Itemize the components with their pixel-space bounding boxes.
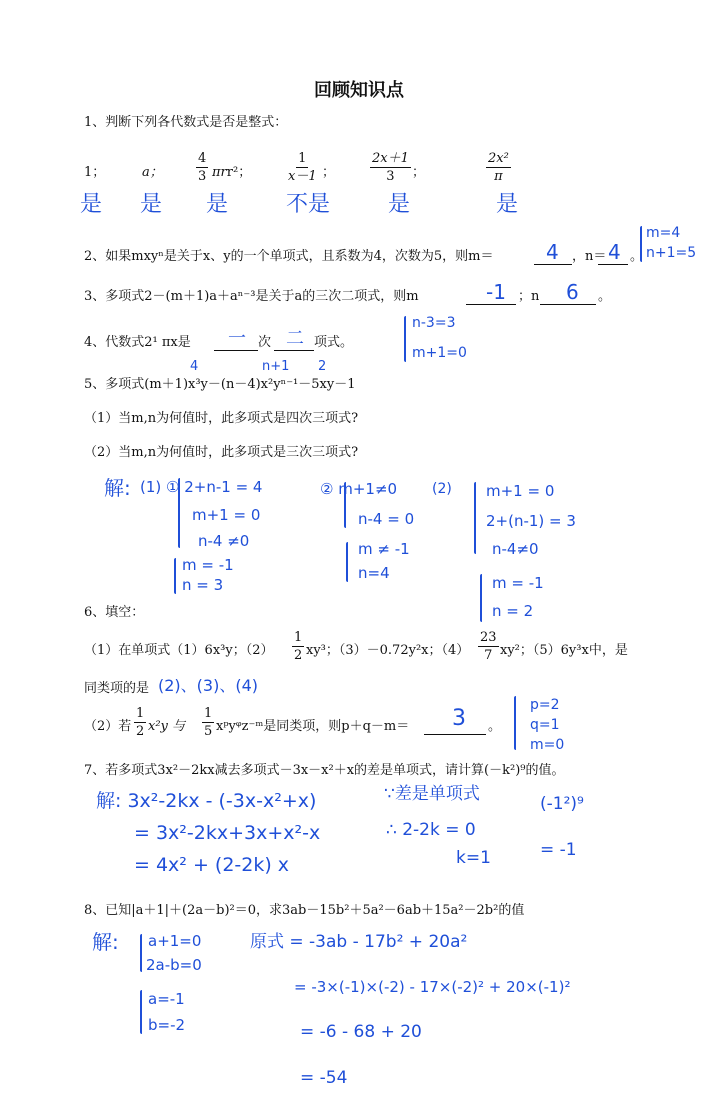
q4-answer-2: 二	[286, 328, 304, 349]
q2-blank-n	[598, 264, 628, 265]
q1-answer-3: 是	[206, 192, 229, 217]
q1-frac-2-num: 1	[298, 151, 307, 166]
q6-side-1: p=2	[530, 697, 560, 713]
q6-side-brace	[514, 696, 516, 750]
q6-p2-frac2-den: 5	[204, 724, 213, 739]
q5-work-brace-4	[346, 542, 348, 582]
q5-work-c3d: m = -1	[492, 574, 544, 592]
q6-p2-end: 。	[488, 719, 502, 734]
q8-work-4: a=-1	[148, 990, 185, 1008]
q1-frac-1-den: 3	[198, 169, 207, 184]
q6-p2: （2）若	[84, 719, 132, 734]
q1-frac-1-num: 4	[198, 151, 207, 166]
q5-work-l5: n = 3	[182, 576, 224, 594]
q5-work-l3: n-4 ≠0	[198, 532, 250, 550]
q7-work-6: k=1	[456, 848, 491, 868]
q7-work-3: = 4x² + (2-2k) x	[134, 854, 290, 876]
q8-work-5: b=-2	[148, 1016, 186, 1034]
q4-blank-2	[274, 350, 314, 351]
q7-text: 7、若多项式3x²－2kx减去多项式－3x－x²＋x的差是单项式，请计算(－k²)⁹的值。	[84, 763, 565, 778]
q5-part-2: （2）当m,n为何值时，此多项式是三次三项式?	[84, 445, 359, 460]
q2-text: 2、如果mxyⁿ是关于x、y的一个单项式，且系数为4，次数为5，则m＝	[84, 249, 494, 264]
q1-frac-1-tail-pi: πr	[212, 165, 227, 180]
q6-p2-blank	[424, 734, 486, 735]
q8-work-3: 2a-b=0	[146, 956, 202, 974]
q7-work-1: 解: 3x²-2kx - (-3x-x²+x)	[96, 790, 317, 812]
q8-work-6: 原式 = -3ab - 17b² + 20a²	[250, 932, 468, 952]
q6-side-2: q=1	[530, 717, 560, 733]
q8-work-8: = -6 - 68 + 20	[300, 1022, 422, 1042]
q2-answer-n: 4	[608, 240, 621, 264]
page-title: 回顾知识点	[314, 80, 404, 101]
q1-frac-4-num: 2x²	[488, 151, 509, 166]
q6-p1-frac-den: 2	[294, 648, 303, 663]
q8-work-1: 解:	[92, 930, 119, 954]
q3-end: 。	[598, 289, 612, 304]
q6-p2-tail: xᵖyᵠz⁻ᵐ是同类项，则p＋q－m＝	[216, 719, 410, 734]
q1-frac-4-den: π	[494, 169, 503, 184]
q5-work-c3a: m+1 = 0	[486, 482, 555, 500]
q1-frac-1	[196, 152, 208, 183]
q1-frac-3-num: 2x＋1	[372, 151, 409, 166]
q6-p2-frac2	[202, 707, 214, 738]
q5-work-brace-6	[480, 574, 482, 622]
q1-answer-2: 是	[140, 192, 163, 217]
q1-answer-5: 是	[388, 192, 411, 217]
q8-work-2: a+1=0	[148, 932, 202, 950]
q5-above-1: 4	[190, 359, 199, 374]
q1-frac-1-tail	[212, 166, 251, 179]
q5-work-c3b: 2+(n-1) = 3	[486, 512, 576, 530]
q5-work-c2a: ② m+1≠0	[320, 480, 398, 498]
q4-end: 项式。	[314, 335, 354, 350]
q5-text: 5、多项式(m＋1)x³y－(n－4)x²yⁿ⁻¹－5xy－1	[84, 377, 356, 392]
q3-mid: ；n	[518, 289, 540, 304]
q5-above-3: 2	[318, 359, 327, 374]
q5-work-c3h: (2)	[432, 481, 452, 497]
q5-work-c3e: n = 2	[492, 602, 534, 620]
q3-text: 3、多项式2－(m＋1)a＋aⁿ⁻³是关于a的三次二项式，则m	[84, 289, 419, 304]
q6-p2-frac-den: 2	[136, 724, 145, 739]
q6-p2-mid: x²y 与	[148, 719, 186, 734]
q2-mid: ，n＝	[572, 249, 607, 264]
q8-brace-1	[140, 934, 142, 972]
q6-side-3: m=0	[530, 737, 565, 753]
q8-work-9: = -54	[300, 1068, 348, 1088]
q1-answer-1: 是	[80, 192, 103, 217]
q1-item-2: a；	[142, 165, 163, 180]
q4-mid: 次	[258, 335, 272, 350]
q6-p1-frac2	[478, 631, 499, 662]
q3-answer-m: -1	[486, 280, 506, 304]
q5-work-c2d: n=4	[358, 564, 390, 582]
q2-side-1: m=4	[646, 225, 681, 241]
q6-p2-frac	[134, 707, 146, 738]
q6-p1-frac2-num: 23	[480, 630, 497, 645]
q6-p1-answer: (2)、(3)、(4)	[158, 676, 258, 695]
q6-p2-frac-num: 1	[136, 706, 145, 721]
q6-p1-tail: xy³；（3）－0.72y²x；（4）	[306, 643, 470, 658]
q1-frac-2-den: x－1	[288, 169, 317, 184]
q6-p1-tail2: xy²；（5）6y³x中，是	[500, 643, 628, 658]
q6-p1-frac-num: 1	[294, 630, 303, 645]
q2-side-2: n+1=5	[646, 245, 697, 261]
q3-blank-n	[540, 304, 596, 305]
q1-answer-6: 是	[496, 192, 519, 217]
q1-frac-2	[286, 152, 319, 183]
q5-work-l4: m = -1	[182, 556, 234, 574]
q3-side-1: n-3=3	[412, 315, 456, 331]
q1-frac-3	[370, 152, 411, 183]
q5-above-2: n+1	[262, 359, 290, 374]
q6-p2-frac2-num: 1	[204, 706, 213, 721]
q6-text: 6、填空：	[84, 605, 145, 620]
q5-work-l2: m+1 = 0	[192, 506, 261, 524]
q4-blank-1	[214, 350, 258, 351]
q2-end: 。	[630, 249, 644, 264]
q5-part-1: （1）当m,n为何值时，此多项式是四次三项式?	[84, 411, 359, 426]
q6-p1: （1）在单项式（1）6x³y；（2）	[84, 643, 274, 658]
q1-frac-3-den: 3	[386, 169, 395, 184]
q3-blank-m	[466, 304, 516, 305]
q6-p1-frac	[292, 631, 304, 662]
q6-p1b: 同类项的是	[84, 681, 150, 696]
q6-p1-frac2-den: 7	[484, 648, 493, 663]
q4-answer-1: 一	[228, 328, 246, 349]
q7-work-4: ∵差是单项式	[384, 784, 480, 804]
q1-item-5: ；	[412, 165, 426, 180]
q2-blank-m	[534, 264, 572, 265]
q3-side-2: m+1=0	[412, 345, 467, 361]
q8-brace-2	[140, 990, 142, 1034]
q8-text: 8、已知|a＋1|＋(2a－b)²＝0，求3ab－15b²＋5a²－6ab＋15a²－2b²的值	[84, 903, 525, 918]
q5-work-jie: 解:	[104, 476, 131, 500]
q5-work-brace-5	[474, 482, 476, 554]
q7-work-5: ∴ 2-2k = 0	[386, 820, 476, 840]
q5-work-c3c: n-4≠0	[492, 540, 539, 558]
q5-work-c2b: n-4 = 0	[358, 510, 415, 528]
q3-answer-n: 6	[566, 280, 579, 304]
q2-side-brace	[640, 226, 642, 262]
q1-item-4: ；	[322, 165, 336, 180]
q1-item-3: r²；	[226, 165, 252, 180]
q3-side-brace	[404, 316, 406, 362]
q1-frac-4	[486, 152, 511, 183]
q6-p2-answer: 3	[452, 706, 466, 731]
q5-work-brace-2	[174, 558, 176, 594]
q5-work-l1: (1) ① 2+n-1 = 4	[140, 478, 263, 496]
q1-answer-4: 不是	[286, 192, 331, 217]
q8-work-7: = -3×(-1)×(-2) - 17×(-2)² + 20×(-1)²	[294, 978, 571, 996]
q4-text: 4、代数式2¹ πx是	[84, 335, 191, 350]
q1-item-1: 1；	[84, 165, 106, 180]
q1-stem: 1、判断下列各代数式是否是整式：	[84, 115, 288, 130]
q7-work-2: = 3x²-2kx+3x+x²-x	[134, 822, 321, 844]
q7-work-8: = -1	[540, 840, 577, 860]
q5-work-c2c: m ≠ -1	[358, 540, 410, 558]
q2-answer-m: 4	[546, 240, 559, 264]
q7-work-7: (-1²)⁹	[540, 794, 584, 814]
